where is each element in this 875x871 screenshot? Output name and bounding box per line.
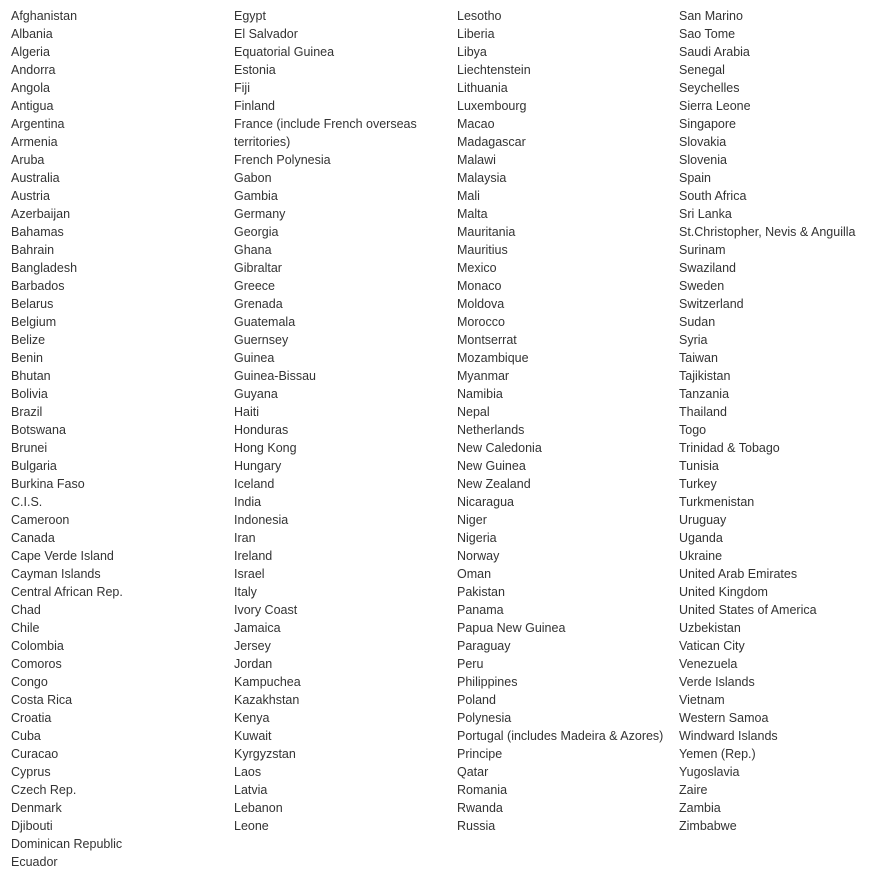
country-item: Chile — [11, 621, 40, 635]
country-item: Malaysia — [457, 171, 507, 185]
country-item: Thailand — [679, 405, 727, 419]
country-item: India — [234, 495, 262, 509]
country-item: Armenia — [11, 135, 58, 149]
country-item: Gabon — [234, 171, 272, 185]
country-item: Slovenia — [679, 153, 727, 167]
country-item: Ireland — [234, 549, 273, 563]
country-item: Belize — [11, 333, 46, 347]
country-item: Italy — [234, 585, 257, 599]
country-item: Mauritania — [457, 225, 516, 239]
country-item: Indonesia — [234, 513, 289, 527]
country-item: Madagascar — [457, 135, 526, 149]
country-item: Costa Rica — [11, 693, 73, 707]
country-item: Cameroon — [11, 513, 70, 527]
country-item: Bhutan — [11, 369, 51, 383]
country-item: Luxembourg — [457, 99, 527, 113]
country-item: Moldova — [457, 297, 505, 311]
country-item: Botswana — [11, 423, 66, 437]
country-item: Western Samoa — [679, 711, 769, 725]
country-item: Sudan — [679, 315, 716, 329]
country-item: Israel — [234, 567, 265, 581]
country-item: Cuba — [11, 729, 41, 743]
country-item: Kuwait — [234, 729, 272, 743]
country-item: Haiti — [234, 405, 260, 419]
country-item: France (include French overseas — [234, 117, 417, 131]
country-item: Senegal — [679, 63, 725, 77]
country-item: Turkey — [679, 477, 717, 491]
country-column-3 — [457, 7, 677, 835]
country-item: Nigeria — [457, 531, 497, 545]
country-item: Sierra Leone — [679, 99, 751, 113]
country-item: United States of America — [679, 603, 817, 617]
country-item: Zambia — [679, 801, 721, 815]
country-item: New Guinea — [457, 459, 526, 473]
country-item: Mali — [457, 189, 480, 203]
country-item: Ukraine — [679, 549, 723, 563]
country-item: Czech Rep. — [11, 783, 77, 797]
country-item: Liberia — [457, 27, 495, 41]
country-item: Jordan — [234, 657, 273, 671]
country-item: Malta — [457, 207, 488, 221]
country-item: Togo — [679, 423, 707, 437]
country-item: Russia — [457, 819, 496, 833]
country-item: United Kingdom — [679, 585, 768, 599]
country-item: Lesotho — [457, 9, 502, 23]
country-item: El Salvador — [234, 27, 298, 41]
country-item: Comoros — [11, 657, 62, 671]
country-item: Tunisia — [679, 459, 719, 473]
country-item: Spain — [679, 171, 711, 185]
country-item: Myanmar — [457, 369, 510, 383]
country-item: Pakistan — [457, 585, 505, 599]
country-item: New Caledonia — [457, 441, 542, 455]
country-item: South Africa — [679, 189, 747, 203]
country-column-1 — [11, 7, 231, 871]
country-item: Hong Kong — [234, 441, 297, 455]
country-item: Zaire — [679, 783, 708, 797]
country-item: Djibouti — [11, 819, 53, 833]
country-item: Latvia — [234, 783, 268, 797]
country-item: Paraguay — [457, 639, 511, 653]
country-item: Venezuela — [679, 657, 738, 671]
country-item: Bolivia — [11, 387, 48, 401]
country-item: Ivory Coast — [234, 603, 298, 617]
country-item: Liechtenstein — [457, 63, 531, 77]
country-item: Kenya — [234, 711, 270, 725]
country-item: Syria — [679, 333, 708, 347]
country-item: Vietnam — [679, 693, 725, 707]
country-column-4 — [679, 7, 873, 835]
country-item: Laos — [234, 765, 262, 779]
country-item: Kazakhstan — [234, 693, 300, 707]
country-item: Libya — [457, 45, 487, 59]
country-item: Brazil — [11, 405, 43, 419]
country-item: Chad — [11, 603, 41, 617]
country-item: Portugal (includes Madeira & Azores) — [457, 729, 664, 743]
country-item: New Zealand — [457, 477, 531, 491]
country-item: Iceland — [234, 477, 275, 491]
country-item: Yemen (Rep.) — [679, 747, 756, 761]
country-item: Taiwan — [679, 351, 718, 365]
country-item: Macao — [457, 117, 495, 131]
country-item: Barbados — [11, 279, 65, 293]
country-list — [0, 7, 875, 871]
country-item: Netherlands — [457, 423, 525, 437]
country-item: Guernsey — [234, 333, 289, 347]
country-item: Verde Islands — [679, 675, 755, 689]
country-item: Slovakia — [679, 135, 727, 149]
country-item: Iran — [234, 531, 256, 545]
country-item: Leone — [234, 819, 269, 833]
country-item: Tanzania — [679, 387, 730, 401]
country-item: Vatican City — [679, 639, 745, 653]
country-item: Seychelles — [679, 81, 740, 95]
country-item: Jersey — [234, 639, 271, 653]
country-item: Sweden — [679, 279, 725, 293]
country-item: Panama — [457, 603, 504, 617]
country-item: Denmark — [11, 801, 62, 815]
country-item: Argentina — [11, 117, 65, 131]
country-item: Belgium — [11, 315, 57, 329]
country-item: Guatemala — [234, 315, 296, 329]
country-item: Brunei — [11, 441, 48, 455]
country-item: Cayman Islands — [11, 567, 101, 581]
country-item: Bahamas — [11, 225, 64, 239]
country-item: Uruguay — [679, 513, 727, 527]
country-item: Bulgaria — [11, 459, 57, 473]
country-item: Papua New Guinea — [457, 621, 566, 635]
country-item: Finland — [234, 99, 275, 113]
country-item: United Arab Emirates — [679, 567, 798, 581]
country-item: Monaco — [457, 279, 502, 293]
country-item: Nepal — [457, 405, 490, 419]
country-item: Burkina Faso — [11, 477, 85, 491]
country-item: Lithuania — [457, 81, 508, 95]
country-item: Ecuador — [11, 855, 58, 869]
country-item: French Polynesia — [234, 153, 331, 167]
country-item: Romania — [457, 783, 508, 797]
country-item: Yugoslavia — [679, 765, 740, 779]
country-item: Surinam — [679, 243, 726, 257]
country-item: Uganda — [679, 531, 723, 545]
country-item: Canada — [11, 531, 55, 545]
country-item: Bangladesh — [11, 261, 78, 275]
country-item: Sao Tome — [679, 27, 736, 41]
country-item: Gambia — [234, 189, 278, 203]
country-item: Benin — [11, 351, 43, 365]
country-item: Namibia — [457, 387, 503, 401]
country-item: Niger — [457, 513, 487, 527]
country-item: Trinidad & Tobago — [679, 441, 780, 455]
country-item: Qatar — [457, 765, 489, 779]
country-item: Central African Rep. — [11, 585, 123, 599]
country-item: Equatorial Guinea — [234, 45, 335, 59]
country-item: Mauritius — [457, 243, 508, 257]
country-item: Polynesia — [457, 711, 512, 725]
country-item: Bahrain — [11, 243, 55, 257]
country-item: Guinea-Bissau — [234, 369, 316, 383]
country-item: Guinea — [234, 351, 275, 365]
country-item: San Marino — [679, 9, 743, 23]
country-item: Georgia — [234, 225, 279, 239]
country-item: Cyprus — [11, 765, 51, 779]
country-item: Curacao — [11, 747, 59, 761]
country-item: Guyana — [234, 387, 278, 401]
country-item: Hungary — [234, 459, 282, 473]
country-item: Principe — [457, 747, 503, 761]
country-item: C.I.S. — [11, 495, 43, 509]
country-item: Kampuchea — [234, 675, 301, 689]
country-item: Tajikistan — [679, 369, 731, 383]
country-item: Congo — [11, 675, 48, 689]
country-item: Grenada — [234, 297, 283, 311]
country-item: Poland — [457, 693, 496, 707]
country-item: Switzerland — [679, 297, 744, 311]
country-item: Germany — [234, 207, 286, 221]
country-item: Egypt — [234, 9, 266, 23]
country-item: Peru — [457, 657, 484, 671]
country-item: Dominican Republic — [11, 837, 123, 851]
country-item: Honduras — [234, 423, 289, 437]
country-item: Andorra — [11, 63, 56, 77]
country-item: Morocco — [457, 315, 505, 329]
country-item: Philippines — [457, 675, 518, 689]
country-item: Kyrgyzstan — [234, 747, 296, 761]
country-item: Greece — [234, 279, 275, 293]
country-item: Fiji — [234, 81, 250, 95]
country-item: Algeria — [11, 45, 50, 59]
country-item: Rwanda — [457, 801, 503, 815]
country-item: Lebanon — [234, 801, 283, 815]
country-item: Aruba — [11, 153, 45, 167]
country-item: Jamaica — [234, 621, 281, 635]
country-item: Swaziland — [679, 261, 736, 275]
country-item: Estonia — [234, 63, 276, 77]
country-item: Albania — [11, 27, 53, 41]
country-item: Afghanistan — [11, 9, 78, 23]
country-item: Belarus — [11, 297, 54, 311]
country-item: Azerbaijan — [11, 207, 71, 221]
country-item: Austria — [11, 189, 50, 203]
country-item: Antigua — [11, 99, 54, 113]
country-item: Singapore — [679, 117, 736, 131]
country-item: Australia — [11, 171, 60, 185]
country-column-2 — [234, 7, 454, 835]
country-item: Mozambique — [457, 351, 529, 365]
country-item: Norway — [457, 549, 500, 563]
country-item: Colombia — [11, 639, 64, 653]
country-item: Croatia — [11, 711, 52, 725]
country-item: territories) — [234, 135, 291, 149]
country-item: Ghana — [234, 243, 272, 257]
country-item: Mexico — [457, 261, 497, 275]
country-item: Windward Islands — [679, 729, 778, 743]
country-item: Malawi — [457, 153, 496, 167]
country-item: Cape Verde Island — [11, 549, 114, 563]
country-item: Sri Lanka — [679, 207, 732, 221]
country-item: Oman — [457, 567, 492, 581]
country-item: Saudi Arabia — [679, 45, 750, 59]
country-item: Nicaragua — [457, 495, 514, 509]
country-item: Turkmenistan — [679, 495, 755, 509]
country-item: Zimbabwe — [679, 819, 737, 833]
country-item: Angola — [11, 81, 50, 95]
country-item: Uzbekistan — [679, 621, 741, 635]
country-item: Gibraltar — [234, 261, 282, 275]
country-item: Montserrat — [457, 333, 517, 347]
country-item: St.Christopher, Nevis & Anguilla — [679, 225, 856, 239]
